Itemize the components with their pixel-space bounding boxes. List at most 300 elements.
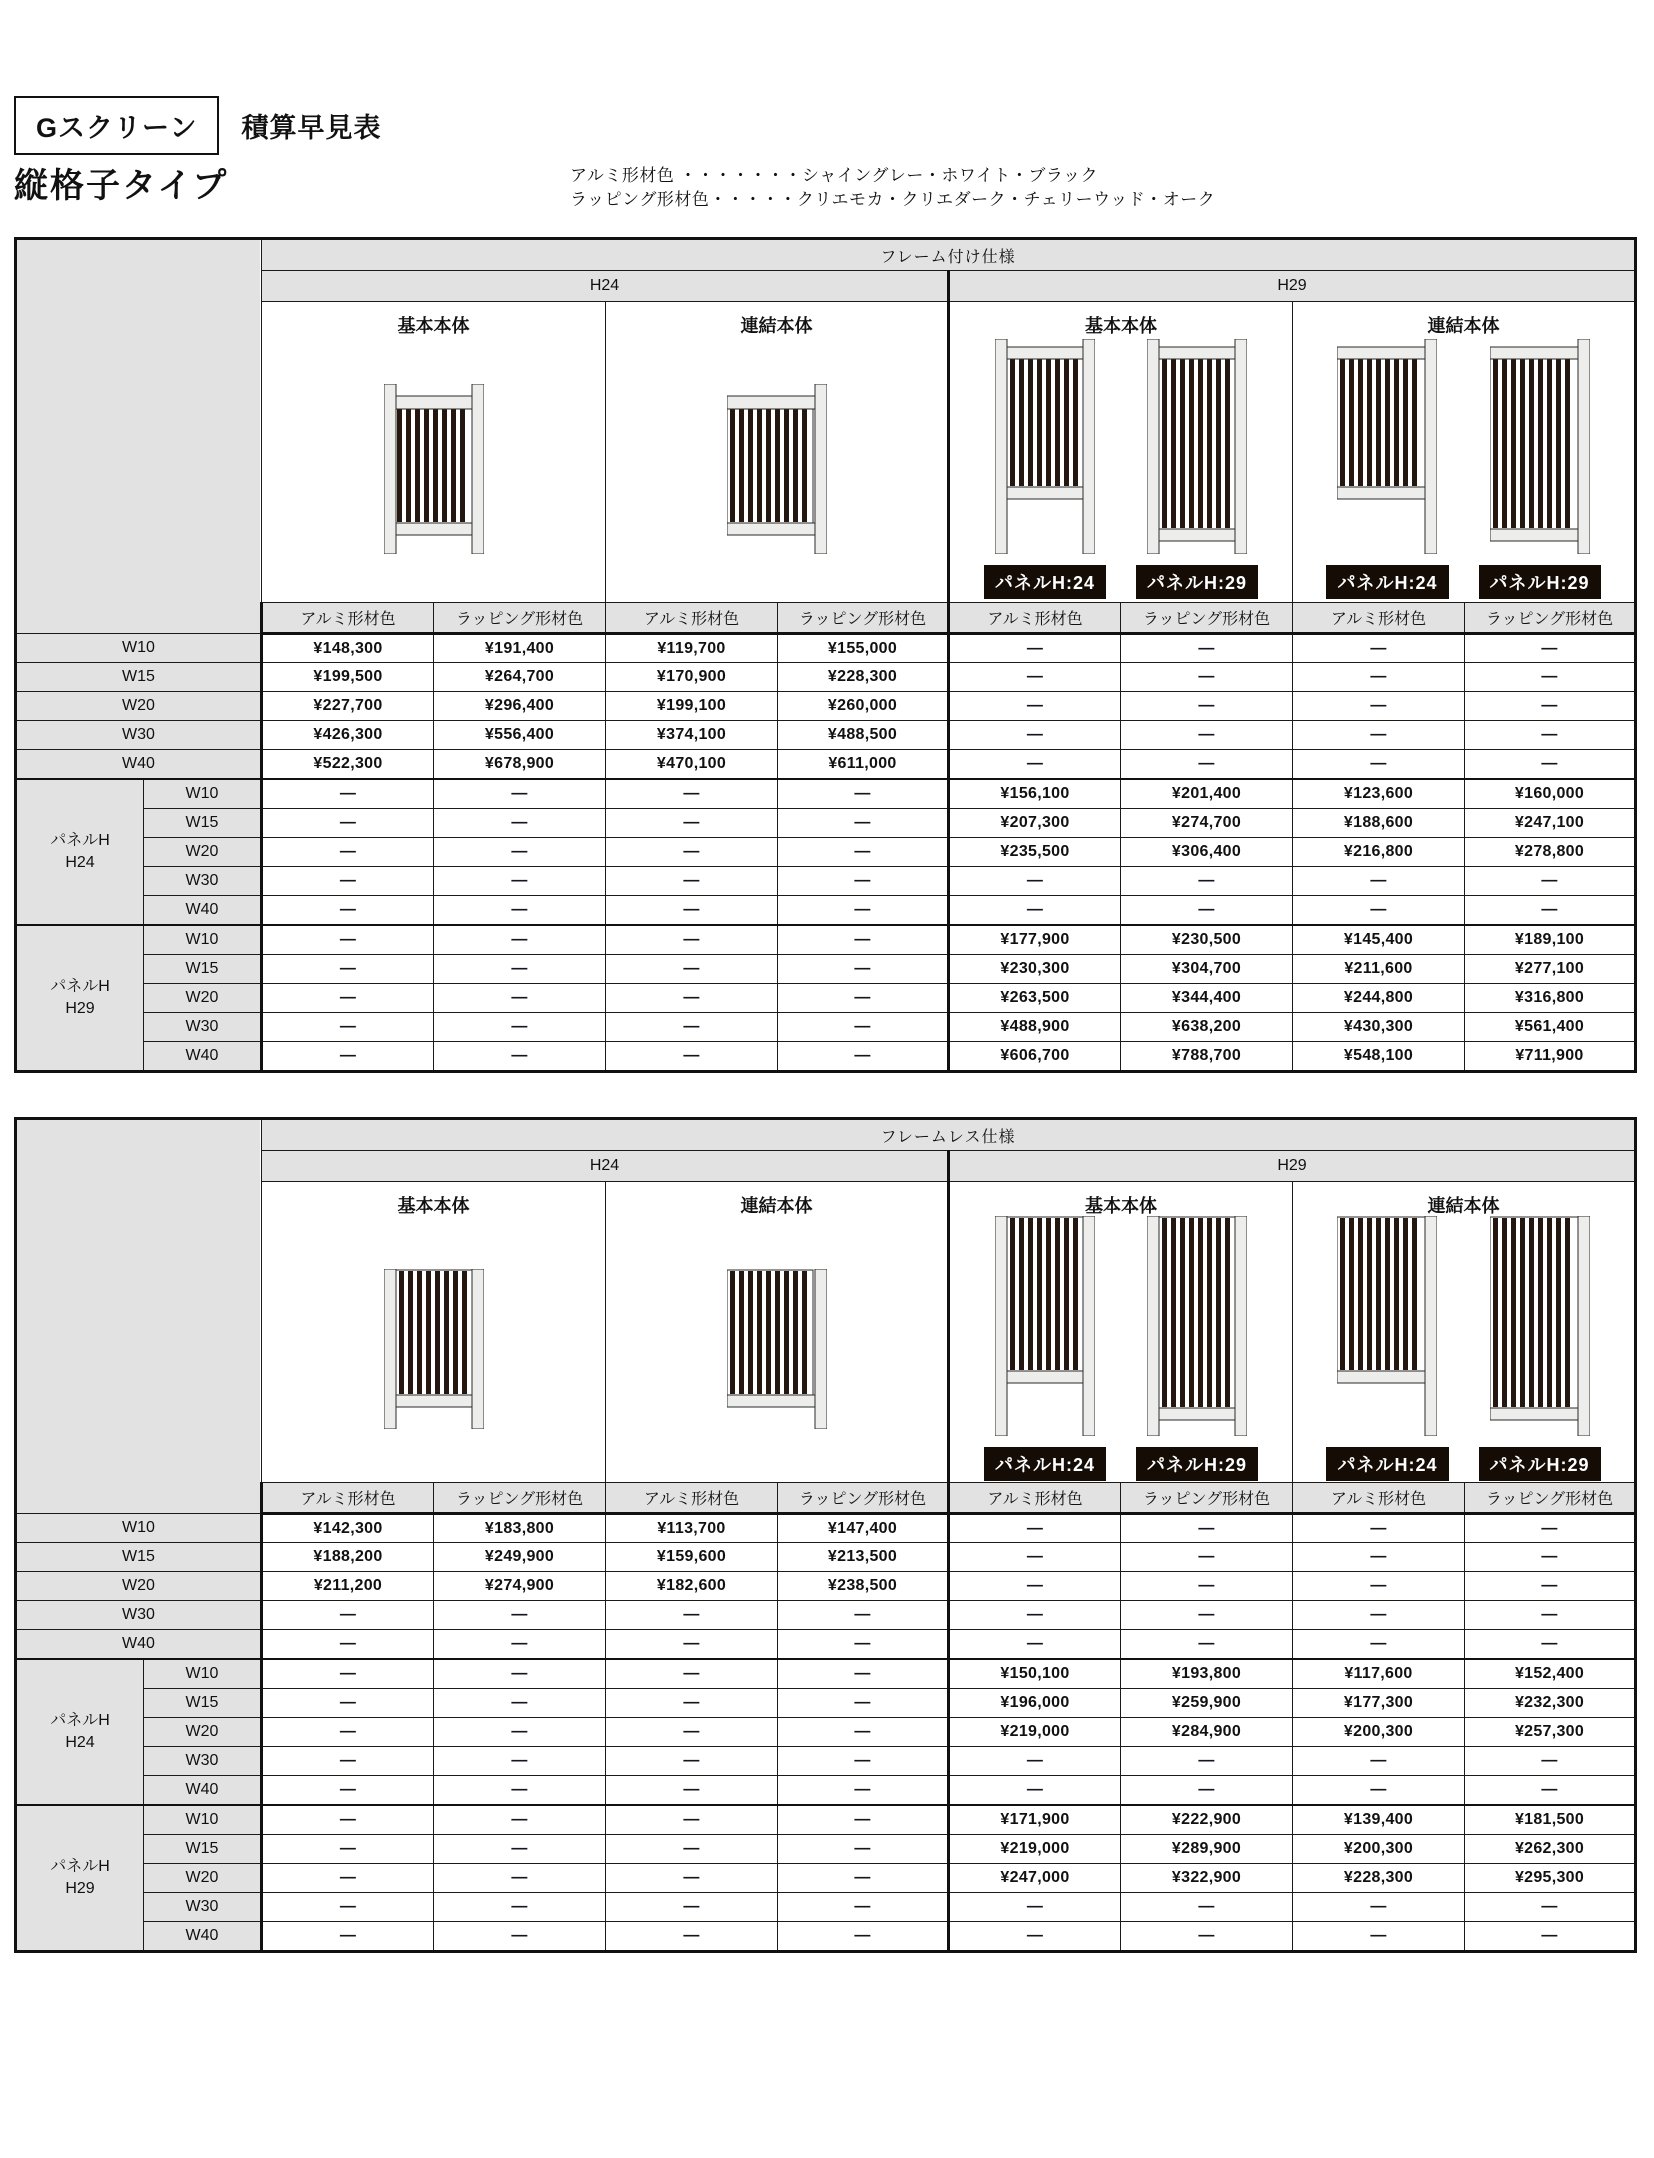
price-cell: ¥181,500	[1465, 1805, 1636, 1835]
price-cell: —	[1465, 1630, 1636, 1660]
price-cell: —	[949, 1630, 1121, 1660]
screen-with-caption	[1479, 1216, 1601, 1481]
panel-group-label	[16, 1805, 144, 1952]
price-cell: —	[1121, 663, 1293, 692]
price-cell: —	[434, 809, 606, 838]
price-cell: —	[778, 1835, 949, 1864]
price-cell: ¥304,700	[1121, 955, 1293, 984]
price-cell: —	[1293, 1630, 1465, 1660]
illustration-area	[950, 1218, 1292, 1480]
price-cell: —	[778, 1689, 949, 1718]
price-cell: ¥247,000	[949, 1864, 1121, 1893]
width-label: W40	[144, 1042, 262, 1072]
linked-body-label: 連結本体	[740, 315, 813, 336]
price-cell: ¥159,600	[606, 1543, 778, 1572]
price-cell: —	[606, 1689, 778, 1718]
price-row	[16, 925, 1636, 955]
width-label: W15	[144, 955, 262, 984]
price-row	[16, 634, 1636, 663]
price-row	[16, 1514, 1636, 1543]
panel-height-caption: パネルH:29	[1136, 1447, 1258, 1481]
price-cell: ¥145,400	[1293, 925, 1465, 955]
price-cell: —	[1465, 867, 1636, 896]
price-cell: —	[1121, 896, 1293, 926]
price-row	[16, 1659, 1636, 1689]
screen-illustration-frameless-h29lp29	[1490, 1216, 1590, 1436]
price-cell: —	[778, 809, 949, 838]
price-cell: —	[1121, 1572, 1293, 1601]
wrapping-color-header: ラッピング形材色	[1121, 603, 1293, 634]
width-label: W15	[144, 809, 262, 838]
price-cell: —	[778, 867, 949, 896]
price-cell: —	[434, 955, 606, 984]
price-cell: —	[262, 867, 434, 896]
alumi-color-header: アルミ形材色	[1293, 1483, 1465, 1514]
price-cell: ¥156,100	[949, 779, 1121, 809]
price-cell: —	[262, 1659, 434, 1689]
price-cell: ¥207,300	[949, 809, 1121, 838]
illustration-cell	[1293, 302, 1636, 603]
price-row	[16, 1718, 1636, 1747]
price-cell: ¥222,900	[1121, 1805, 1293, 1835]
spec-title-row	[16, 1119, 1636, 1151]
alumi-color-header: アルミ形材色	[606, 603, 778, 634]
doc-header	[14, 96, 381, 155]
illustration-cell	[262, 1182, 606, 1483]
price-cell: —	[1465, 634, 1636, 663]
price-row	[16, 1893, 1636, 1922]
price-row	[16, 1042, 1636, 1072]
width-label: W40	[144, 1922, 262, 1952]
price-cell: —	[778, 1042, 949, 1072]
price-cell: —	[1465, 1922, 1636, 1952]
price-cell: ¥488,500	[778, 721, 949, 750]
price-cell: —	[262, 925, 434, 955]
price-cell: —	[1121, 1601, 1293, 1630]
alumi-color-header: アルミ形材色	[606, 1483, 778, 1514]
price-cell: —	[949, 692, 1121, 721]
screen-illustration-frame-h29lp29	[1490, 339, 1590, 554]
screen-illustration-frame-h29lp24	[1337, 339, 1437, 554]
price-cell: ¥147,400	[778, 1514, 949, 1543]
price-cell: —	[1293, 1922, 1465, 1952]
price-cell: —	[606, 1835, 778, 1864]
price-cell: ¥219,000	[949, 1835, 1121, 1864]
price-row	[16, 663, 1636, 692]
price-cell: —	[262, 955, 434, 984]
alumi-color-header: アルミ形材色	[262, 603, 434, 634]
price-cell: —	[434, 1042, 606, 1072]
price-row	[16, 1572, 1636, 1601]
price-row	[16, 779, 1636, 809]
price-row	[16, 896, 1636, 926]
price-cell: —	[1121, 1630, 1293, 1660]
illustration-area	[262, 1218, 605, 1480]
width-label: W30	[144, 867, 262, 896]
price-cell: —	[778, 1630, 949, 1660]
price-cell: ¥295,300	[1465, 1864, 1636, 1893]
width-label: W20	[144, 1718, 262, 1747]
linked-body-label: 連結本体	[1427, 1195, 1500, 1216]
price-row	[16, 1864, 1636, 1893]
price-cell: ¥196,000	[949, 1689, 1121, 1718]
illustration-cell	[606, 302, 949, 603]
price-row	[16, 1805, 1636, 1835]
price-cell: —	[434, 1630, 606, 1660]
price-cell: ¥200,300	[1293, 1718, 1465, 1747]
price-cell: —	[262, 1689, 434, 1718]
price-cell: —	[434, 1013, 606, 1042]
price-cell: ¥611,000	[778, 750, 949, 780]
price-cell: ¥160,000	[1465, 779, 1636, 809]
screen-with-caption	[984, 339, 1106, 599]
price-cell: —	[606, 1659, 778, 1689]
price-cell: —	[778, 779, 949, 809]
width-label: W40	[144, 896, 262, 926]
wrapping-color-header: ラッピング形材色	[1465, 1483, 1636, 1514]
price-cell: —	[262, 1747, 434, 1776]
width-label: W10	[16, 634, 262, 663]
price-cell: ¥289,900	[1121, 1835, 1293, 1864]
price-cell: —	[1293, 1514, 1465, 1543]
page-subtitle: 縦格子タイプ	[14, 167, 229, 205]
basic-body-label: 基本本体	[397, 315, 470, 336]
price-cell: ¥188,200	[262, 1543, 434, 1572]
price-cell: ¥201,400	[1121, 779, 1293, 809]
price-cell: —	[1293, 1776, 1465, 1806]
price-cell: —	[778, 1776, 949, 1806]
price-cell: —	[949, 1922, 1121, 1952]
price-cell: ¥274,700	[1121, 809, 1293, 838]
illustration-cell	[606, 1182, 949, 1483]
price-cell: ¥119,700	[606, 634, 778, 663]
price-cell: ¥228,300	[778, 663, 949, 692]
wrapping-color-header: ラッピング形材色	[778, 603, 949, 634]
price-cell: —	[1465, 1747, 1636, 1776]
price-cell: ¥148,300	[262, 634, 434, 663]
price-cell: —	[262, 984, 434, 1013]
price-cell: ¥678,900	[434, 750, 606, 780]
price-cell: —	[606, 896, 778, 926]
screen-with-caption	[1479, 339, 1601, 599]
price-cell: —	[1293, 663, 1465, 692]
price-cell: ¥117,600	[1293, 1659, 1465, 1689]
price-cell: ¥260,000	[778, 692, 949, 721]
spec-title: フレーム付け仕様	[262, 239, 1636, 271]
price-cell: —	[949, 1601, 1121, 1630]
price-cell: ¥262,300	[1465, 1835, 1636, 1864]
price-cell: ¥170,900	[606, 663, 778, 692]
price-cell: —	[778, 1601, 949, 1630]
price-cell: ¥183,800	[434, 1514, 606, 1543]
price-cell: ¥171,900	[949, 1805, 1121, 1835]
linked-body-label: 連結本体	[1427, 315, 1500, 336]
price-cell: —	[1465, 1893, 1636, 1922]
price-cell: ¥182,600	[606, 1572, 778, 1601]
price-cell: —	[606, 984, 778, 1013]
price-row	[16, 1543, 1636, 1572]
price-cell: ¥284,900	[1121, 1718, 1293, 1747]
price-cell: —	[606, 1922, 778, 1952]
illustration-cell	[1293, 1182, 1636, 1483]
price-cell: —	[434, 1659, 606, 1689]
price-cell: —	[606, 838, 778, 867]
screen-with-caption	[1326, 1216, 1448, 1481]
price-cell: —	[434, 896, 606, 926]
panel-group-label	[16, 779, 144, 925]
price-cell: —	[434, 1805, 606, 1835]
price-cell: ¥344,400	[1121, 984, 1293, 1013]
doc-title: 積算早見表	[241, 113, 382, 143]
wrapping-color-header: ラッピング形材色	[434, 603, 606, 634]
screen-with-caption	[984, 1216, 1106, 1481]
panel-height-caption: パネルH:24	[1326, 1447, 1448, 1481]
screen-illustration-frameless-h29bp24	[995, 1216, 1095, 1436]
width-label: W30	[144, 1013, 262, 1042]
price-cell: ¥227,700	[262, 692, 434, 721]
illustration-area	[1293, 1218, 1634, 1480]
width-label: W10	[144, 1805, 262, 1835]
table-corner	[16, 1119, 262, 1514]
price-cell: ¥123,600	[1293, 779, 1465, 809]
price-cell: ¥211,200	[262, 1572, 434, 1601]
price-cell: —	[1465, 1601, 1636, 1630]
price-cell: ¥155,000	[778, 634, 949, 663]
price-row	[16, 809, 1636, 838]
screen-illustration-frameless-h24l	[727, 1269, 827, 1429]
price-cell: —	[1121, 1893, 1293, 1922]
price-cell: —	[262, 1013, 434, 1042]
price-cell: —	[949, 1543, 1121, 1572]
price-cell: —	[434, 1864, 606, 1893]
price-cell: —	[434, 984, 606, 1013]
basic-body-label: 基本本体	[1085, 315, 1157, 336]
price-row	[16, 1601, 1636, 1630]
price-cell: —	[606, 1893, 778, 1922]
price-row	[16, 692, 1636, 721]
screen-illustration-frame-h24l	[727, 384, 827, 554]
price-cell: —	[778, 1864, 949, 1893]
price-cell: —	[262, 809, 434, 838]
price-cell: ¥152,400	[1465, 1659, 1636, 1689]
price-cell: —	[606, 809, 778, 838]
price-cell: —	[1465, 896, 1636, 926]
price-cell: ¥606,700	[949, 1042, 1121, 1072]
table-corner	[16, 239, 262, 634]
price-cell: ¥230,500	[1121, 925, 1293, 955]
illustration-area	[606, 338, 947, 600]
price-cell: —	[434, 1922, 606, 1952]
illustration-cell	[262, 302, 606, 603]
price-cell: ¥199,500	[262, 663, 434, 692]
price-cell: —	[434, 1689, 606, 1718]
price-cell: —	[262, 896, 434, 926]
price-cell: —	[778, 1747, 949, 1776]
price-cell: ¥316,800	[1465, 984, 1636, 1013]
alumi-color-header: アルミ形材色	[949, 603, 1121, 634]
price-cell: —	[262, 1601, 434, 1630]
panel-group-line1: パネルH	[50, 1858, 110, 1875]
price-cell: —	[434, 838, 606, 867]
price-cell: ¥199,100	[606, 692, 778, 721]
price-row	[16, 721, 1636, 750]
price-cell: —	[434, 1893, 606, 1922]
price-cell: ¥711,900	[1465, 1042, 1636, 1072]
price-cell: —	[778, 955, 949, 984]
price-cell: ¥228,300	[1293, 1864, 1465, 1893]
price-cell: —	[262, 1630, 434, 1660]
spec-title: フレームレス仕様	[262, 1119, 1636, 1151]
illustration-cell	[949, 1182, 1293, 1483]
price-cell: —	[262, 1805, 434, 1835]
panel-group-line2: H24	[65, 854, 95, 871]
price-cell: —	[949, 1572, 1121, 1601]
price-cell: —	[606, 925, 778, 955]
price-cell: —	[606, 1601, 778, 1630]
price-cell: —	[606, 1630, 778, 1660]
price-cell: ¥296,400	[434, 692, 606, 721]
price-row	[16, 1630, 1636, 1660]
price-cell: —	[778, 1922, 949, 1952]
brand-label: Gスクリーン	[36, 113, 198, 143]
price-cell: —	[606, 1776, 778, 1806]
linked-body-label: 連結本体	[740, 1195, 813, 1216]
width-label: W15	[144, 1689, 262, 1718]
width-label: W40	[16, 1630, 262, 1660]
price-cell: —	[262, 1042, 434, 1072]
price-cell: ¥278,800	[1465, 838, 1636, 867]
price-cell: ¥277,100	[1465, 955, 1636, 984]
price-cell: —	[778, 838, 949, 867]
panel-group-line2: H29	[65, 1000, 95, 1017]
alumi-color-header: アルミ形材色	[262, 1483, 434, 1514]
price-cell: —	[949, 896, 1121, 926]
price-cell: —	[262, 779, 434, 809]
price-cell: —	[1293, 721, 1465, 750]
price-row	[16, 984, 1636, 1013]
screen-with-caption	[1136, 1216, 1258, 1481]
price-cell: ¥274,900	[434, 1572, 606, 1601]
price-cell: —	[1121, 1776, 1293, 1806]
price-cell: ¥113,700	[606, 1514, 778, 1543]
price-cell: ¥150,100	[949, 1659, 1121, 1689]
price-cell: —	[778, 1718, 949, 1747]
price-cell: ¥177,900	[949, 925, 1121, 955]
price-cell: —	[606, 867, 778, 896]
price-cell: —	[1293, 867, 1465, 896]
price-cell: ¥219,000	[949, 1718, 1121, 1747]
screen-illustration-frame-h24b	[384, 384, 484, 554]
alumi-color-header: アルミ形材色	[949, 1483, 1121, 1514]
price-cell: ¥238,500	[778, 1572, 949, 1601]
tables-container	[14, 237, 1640, 1997]
width-label: W20	[144, 838, 262, 867]
price-cell: —	[1465, 1776, 1636, 1806]
price-cell: ¥257,300	[1465, 1718, 1636, 1747]
price-cell: ¥430,300	[1293, 1013, 1465, 1042]
price-cell: ¥193,800	[1121, 1659, 1293, 1689]
width-label: W15	[16, 663, 262, 692]
price-cell: —	[949, 721, 1121, 750]
price-cell: —	[434, 1776, 606, 1806]
price-cell: ¥177,300	[1293, 1689, 1465, 1718]
illustration-area	[1293, 338, 1634, 600]
price-cell: —	[1121, 1922, 1293, 1952]
price-cell: ¥247,100	[1465, 809, 1636, 838]
price-row	[16, 1776, 1636, 1806]
illustration-area	[606, 1218, 947, 1480]
price-cell: ¥556,400	[434, 721, 606, 750]
price-cell: —	[434, 779, 606, 809]
price-cell: —	[262, 1835, 434, 1864]
spec-title-row	[16, 239, 1636, 271]
price-cell: —	[1121, 634, 1293, 663]
price-cell: —	[949, 750, 1121, 780]
price-cell: —	[606, 955, 778, 984]
width-label: W15	[16, 1543, 262, 1572]
price-cell: —	[778, 896, 949, 926]
screen-with-caption	[1326, 339, 1448, 599]
basic-body-label: 基本本体	[1085, 1195, 1157, 1216]
price-cell: —	[434, 925, 606, 955]
panel-group-label	[16, 925, 144, 1072]
width-label: W20	[144, 1864, 262, 1893]
width-label: W10	[16, 1514, 262, 1543]
price-cell: —	[949, 634, 1121, 663]
legend-line-wrapping: ラッピング形材色・・・・・クリエモカ・クリエダーク・チェリーウッド・オーク	[570, 190, 1216, 209]
price-cell: —	[1121, 1514, 1293, 1543]
price-cell: —	[778, 1893, 949, 1922]
price-cell: ¥263,500	[949, 984, 1121, 1013]
price-table-frameless	[14, 1117, 1637, 1953]
price-cell: —	[606, 1805, 778, 1835]
price-cell: —	[262, 1893, 434, 1922]
price-cell: —	[1465, 663, 1636, 692]
price-cell: ¥638,200	[1121, 1013, 1293, 1042]
panel-group-line2: H29	[65, 1880, 95, 1897]
width-label: W20	[16, 1572, 262, 1601]
price-cell: —	[1293, 1601, 1465, 1630]
panel-height-caption: パネルH:24	[984, 1447, 1106, 1481]
price-cell: —	[1121, 867, 1293, 896]
price-cell: ¥488,900	[949, 1013, 1121, 1042]
price-cell: —	[1293, 692, 1465, 721]
illustration-area	[950, 338, 1292, 600]
price-cell: —	[1293, 634, 1465, 663]
panel-height-caption: パネルH:24	[984, 565, 1106, 599]
price-cell: —	[434, 867, 606, 896]
price-cell: —	[262, 1922, 434, 1952]
price-cell: —	[1293, 750, 1465, 780]
price-cell: ¥244,800	[1293, 984, 1465, 1013]
wrapping-color-header: ラッピング形材色	[434, 1483, 606, 1514]
price-cell: ¥139,400	[1293, 1805, 1465, 1835]
price-cell: ¥200,300	[1293, 1835, 1465, 1864]
price-cell: —	[778, 1805, 949, 1835]
price-row	[16, 750, 1636, 780]
width-label: W20	[144, 984, 262, 1013]
width-label: W30	[16, 1601, 262, 1630]
price-cell: ¥374,100	[606, 721, 778, 750]
panel-height-caption: パネルH:24	[1326, 565, 1448, 599]
screen-illustration-frameless-h29lp24	[1337, 1216, 1437, 1436]
brand-box	[14, 96, 219, 155]
price-cell: —	[1465, 1572, 1636, 1601]
price-cell: ¥191,400	[434, 634, 606, 663]
price-cell: —	[778, 925, 949, 955]
price-cell: —	[778, 1013, 949, 1042]
price-cell: —	[606, 1864, 778, 1893]
